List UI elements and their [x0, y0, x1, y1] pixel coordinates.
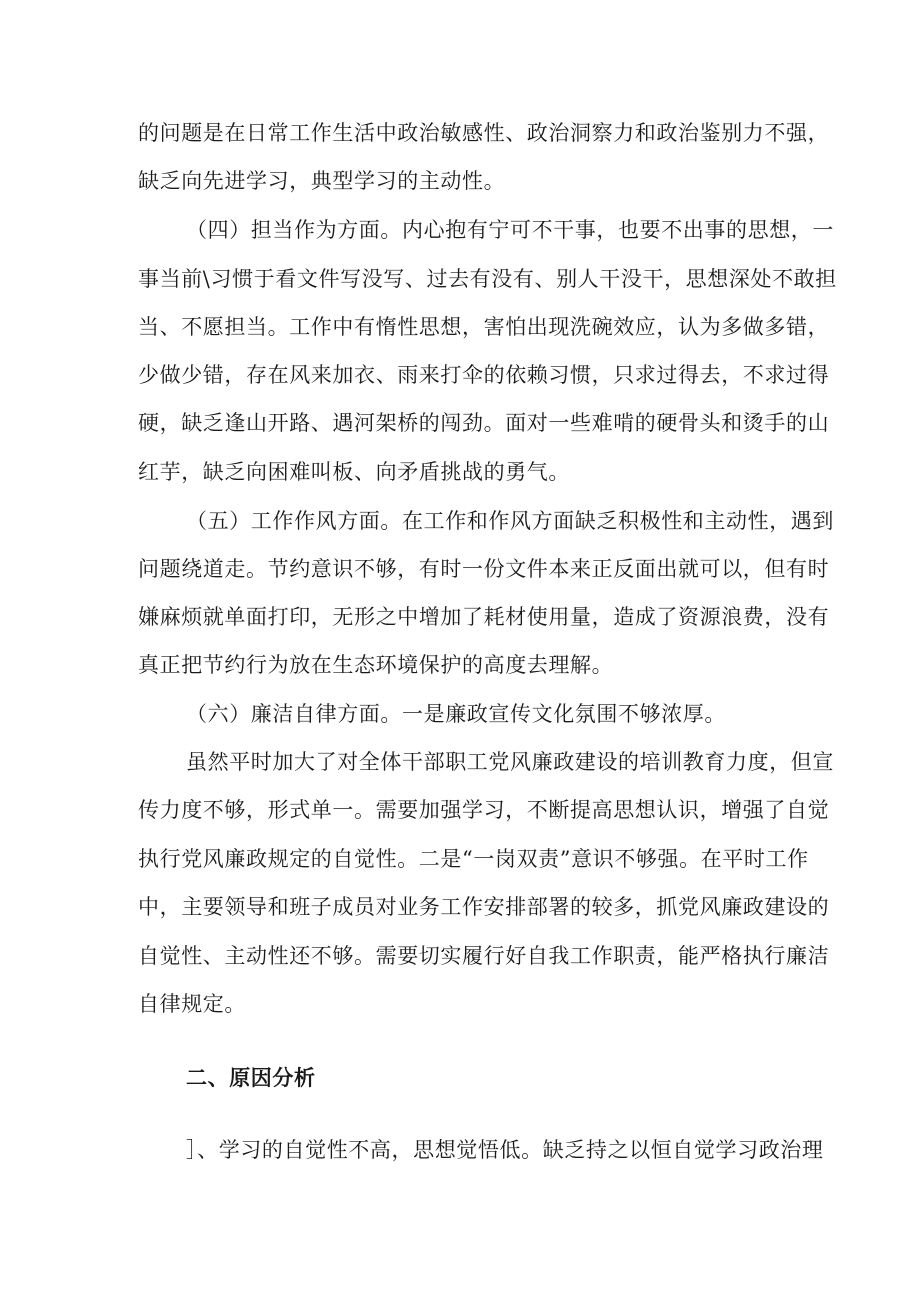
text-line: （六）廉洁自律方面。一是廉政宣传文化氛围不够浓厚。 — [186, 702, 726, 726]
text-line: （四）担当作为方面。内心抱有宁可不干事，也要不出事的思想，一 — [186, 218, 834, 242]
text-line: 事当前\习惯于看文件写没写、过去有没有、别人干没干，思想深处不敢担 — [138, 267, 837, 291]
text-line: 红芋，缺乏向困难叫板、向矛盾挑战的勇气。 — [138, 460, 570, 484]
text-line: （五）工作作风方面。在工作和作风方面缺乏积极性和主动性，遇到 — [186, 509, 834, 533]
text-line: 执行党风廉政规定的自觉性。二是“一岗双责”意识不够强。在平时工作 — [138, 847, 809, 871]
text-line: 硬，缺乏逢山开路、遇河架桥的闯劲。面对一些难啃的硬骨头和烫手的山 — [138, 411, 830, 435]
section-heading: 二、原因分析 — [186, 1066, 316, 1090]
text-line: 真正把节约行为放在生态环境保护的高度去理解。 — [138, 653, 614, 677]
text-line: 当、不愿担当。工作中有惰性思想，害怕出现洗碗效应，认为多做多错， — [138, 315, 830, 339]
text-line: 的问题是在日常工作生活中政治敏感性、政治洞察力和政治鉴别力不强， — [138, 121, 830, 145]
text-line: 中，主要领导和班子成员对业务工作安排部署的较多，抓党风廉政建设的 — [138, 895, 830, 919]
text-line: 嫌麻烦就单面打印，无形之中增加了耗材使用量，造成了资源浪费，没有 — [138, 605, 830, 629]
text-line: 自律规定。 — [138, 992, 246, 1016]
text-line: 传力度不够，形式单一。需要加强学习，不断提高思想认识，增强了自觉 — [138, 798, 830, 822]
text-line: 缺乏向先进学习，典型学习的主动性。 — [138, 169, 506, 193]
text-line: 自觉性、主动性还不够。需要切实履行好自我工作职责，能严格执行廉洁 — [138, 944, 830, 968]
text-line: 虽然平时加大了对全体干部职工党风廉政建设的培训教育力度，但宣 — [186, 750, 834, 774]
text-line: ］、学习的自觉性不高，思想觉悟低。缺乏持之以恒自觉学习政治理 — [186, 1138, 824, 1162]
text-line: 问题绕道走。节约意识不够，有时一份文件本来正反面出就可以，但有时 — [138, 557, 830, 581]
text-line: 少做少错，存在风来加衣、雨来打伞的依赖习惯，只求过得去，不求过得 — [138, 363, 830, 387]
